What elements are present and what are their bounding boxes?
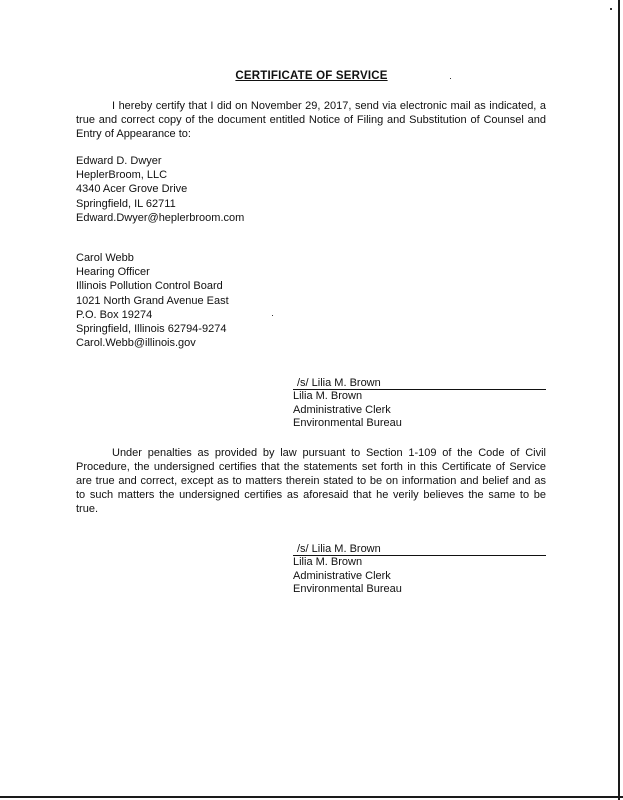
recipient-email: Carol.Webb@illinois.gov: [76, 337, 196, 350]
recipient-address-block: [76, 154, 244, 225]
recipient-name: Carol Webb: [76, 252, 134, 264]
recipient-name: Edward D. Dwyer: [76, 155, 162, 167]
signature-line: /s/ Lilia M. Brown: [293, 542, 546, 556]
signer-name: Lilia M. Brown: [293, 556, 363, 568]
signer-bureau: Environmental Bureau: [293, 417, 402, 429]
recipient-city: Springfield, IL 62711: [76, 197, 176, 210]
scan-speck: [610, 8, 612, 10]
signature-block: [293, 376, 546, 431]
scan-edge-bottom: [0, 796, 623, 798]
certification-paragraph: I hereby certify that I did on November 29, 2017, send via electronic mail as indicated, a true and correct copy of the document entitled Notice of Filing and Substitution of Counsel and Entry of Appearance to:: [76, 100, 546, 140]
scan-edge-right: [618, 0, 620, 800]
scan-speck: [272, 315, 273, 316]
recipient-firm: HeplerBroom, LLC: [76, 169, 168, 182]
recipient-organization: Illinois Pollution Control Board: [76, 280, 223, 293]
signer-position: Administrative Clerk: [293, 569, 391, 582]
recipient-title: Hearing Officer: [76, 266, 150, 279]
recipient-street: 4340 Acer Grove Drive: [76, 183, 188, 196]
page-title: CERTIFICATE OF SERVICE: [235, 70, 388, 82]
recipient-email: Edward.Dwyer@heplerbroom.com: [76, 211, 245, 224]
signer-bureau: Environmental Bureau: [293, 583, 402, 595]
recipient-address-block: [76, 251, 229, 350]
recipient-city: Springfield, Illinois 62794-9274: [76, 323, 227, 336]
penalty-paragraph: Under penalties as provided by law pursuant to Section 1-109 of the Code of Civil Procedure, the undersigned certifies that the statements set forth in this Certificate of Service are true and correct, except as to matters therein stated to be on information and belief and as to such matters the undersigned certifies as aforesaid that he verily believes the same to be true.: [76, 447, 546, 515]
signer-name: Lilia M. Brown: [293, 390, 363, 402]
recipient-street: 1021 North Grand Avenue East: [76, 294, 229, 307]
signature-block: [293, 542, 546, 597]
signature-line: /s/ Lilia M. Brown: [293, 376, 546, 390]
signer-position: Administrative Clerk: [293, 403, 391, 416]
recipient-po-box: P.O. Box 19274: [76, 308, 153, 321]
